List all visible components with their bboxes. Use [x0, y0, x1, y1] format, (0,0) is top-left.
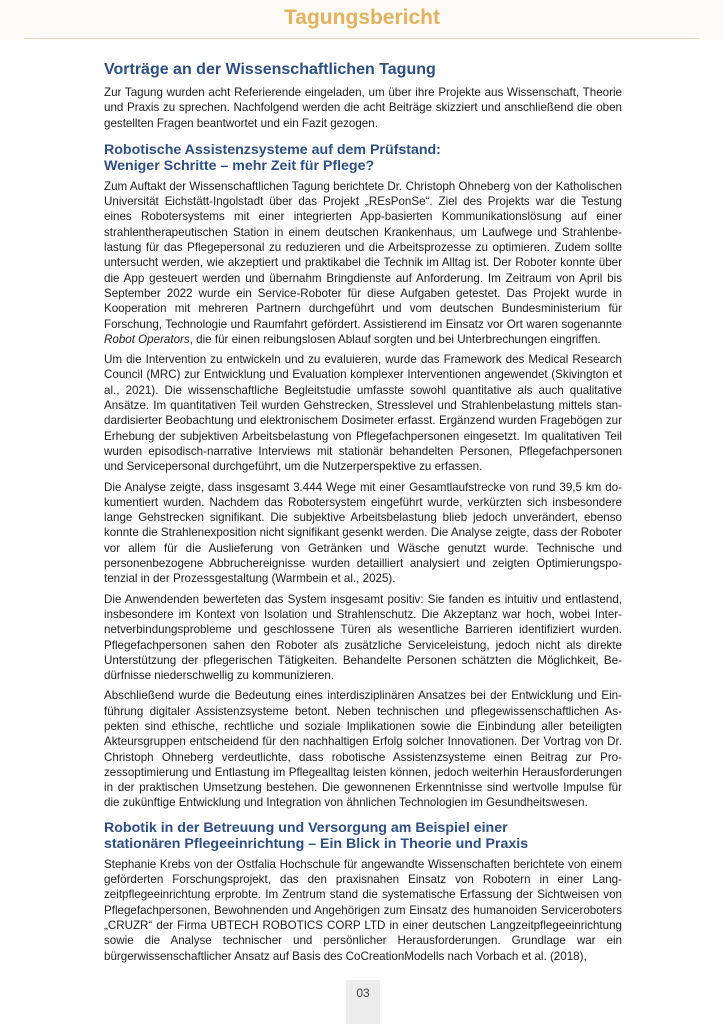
- header-divider: [24, 38, 700, 39]
- article-1-title-line-2: Weniger Schritte – mehr Zeit für Pflege?: [104, 158, 375, 175]
- article-1-paragraph-3: Die Analyse zeigte, dass insgesamt 3.444 Wege mit einer Gesamtlaufstrecke von rund 39,5 km dokumentiert wurden. Nachdem das Robotersystem eingeführt wurde, verkürzten sich insbesondere lange Gehstrecken signifikant. Die subjektive Arbeitsbelastung blieb jedoch unverändert, ebenso konnte die Strahlenexposition nicht signifikant gesenkt werden. Die Analyse zeigte, dass der Roboter vor allem für die Auslieferung von Getränken und Wäsche genutzt wurde. Technische und personenbezogene Abbruchereignisse wurden detailliert analysiert und zeigten Optimierungspotenzial in der Prozessgestaltung (Warmbein et al., 2025).: [104, 480, 622, 586]
- page-number: 03: [356, 986, 370, 1000]
- article-1-paragraph-5: Abschließend wurde die Bedeutung eines interdisziplinären Ansatzes bei der Entwicklung und Einführung digitaler Assistenzsysteme betont. Neben technischen und pflegewissenschaftlichen Aspekten sind ethische, rechtliche und soziale Implikationen sowie die Einbindung aller beteiligten Akteursgruppen entscheidend für den nachhaltigen Erfolg solcher Innovationen. Der Vortrag von Dr. Christoph Ohneberg verdeutlichte, dass robotische Assistenzsysteme einen Beitrag zur Prozessoptimierung und Entlastung im Pflegealltag leisten können, jedoch weiterhin Herausforderungen in der praktischen Umsetzung bestehen. Die gewonnenen Erkenntnisse sind wertvolle Impulse für die zukünftige Entwicklung und Integration von ähnlichen Technologien im Gesundheitswesen.: [104, 689, 622, 810]
- main-content: [104, 60, 622, 969]
- article-1-paragraph-4: Die Anwendenden bewerteten das System insgesamt positiv: Sie fanden es intuitiv und entlastend, insbesondere im Kontext von Isolation und Strahlenschutz. Die Akzeptanz war hoch, wobei Internetverbindungsprobleme und geschlossene Türen als wesentliche Barrieren identifiziert wurden. Pflegefachpersonen sahen den Roboter als zusätzliche Serviceleistung, jedoch nicht als direkte Unterstützung der pflegerischen Tätigkeiten. Behandelte Personen schätzten die Möglichkeit, Bedürfnisse niederschwellig zu kommunizieren.: [104, 592, 622, 683]
- article-2-paragraph-1: Stephanie Krebs von der Ostfalia Hochschule für angewandte Wissenschaften berichtete von einem geförderten Forschungsprojekt, das den praxisnahen Einsatz von Robotern in einer Langzeitpflegeeinrichtung erprobte. Im Zentrum stand die systematische Erfassung der Sichtweisen von Pflegefachpersonen, Bewohnenden und Angehörigen zum Einsatz des humanoiden Serviceroboters „CRUZR“ der Firma UBTECH ROBOTICS CORP LTD in einer deutschen Langzeitpflegeeinrichtung sowie die Analyse technischer und persönlicher Herausforderungen. Grundlage war ein bürgerwissenschaftlicher Ansatz auf Basis des CoCreationModells nach Vorbach et al. (2018),: [104, 857, 622, 963]
- intro-paragraph: Zur Tagung wurden acht Referierende eingeladen, um über ihre Projekte aus Wissenschaft, Theorie und Praxis zu sprechen. Nachfolgend werden die acht Beiträge skizziert und anschließend die oben gestellten Fragen beantwortet und ein Fazit gezogen.: [104, 86, 622, 130]
- article-1-p1-text-end: , die für einen reibungslosen Ablauf sorgten und bei Unterbrechungen eingriffen.: [189, 332, 601, 346]
- article-2-title: [104, 820, 622, 853]
- article-2-title-line-2: stationären Pflegeeinrichtung – Ein Blick in Theorie und Praxis: [104, 836, 529, 853]
- article-1-title-line-1: Robotische Assistenzsysteme auf dem Prüfstand:: [104, 141, 441, 158]
- article-1-paragraph-1: [104, 179, 622, 347]
- article-1-p1-text: Zum Auftakt der Wissenschaftlichen Tagung berichtete Dr. Christoph Ohneberg von der Katholischen Universität Eichstätt-Ingolstadt über das Projekt „REsPonSe“. Ziel des Projekts war die Testung eines Robotersystems mit einer integrierten App-basierten Kommunikationslösung auf einer strahlentherapeutischen Station in einem deutschen Krankenhaus, um Laufwege und Strahlenbelastung für das Pflegepersonal zu reduzieren und die Arbeitsprozesse zu optimieren. Zudem sollte untersucht werden, wie akzeptiert und praktikabel die Technik im Alltag ist. Der Roboter konnte über die App gesteuert werden und übernahm Bringdienste auf Anforderung. Im Zeitraum von April bis September 2022 wurde ein Service-Roboter für diese Aufgaben getestet. Das Projekt wurde in Kooperation mit mehreren Partnern durchgeführt und vom deutschen Bundesministerium für Forschung, Technologie und Raumfahrt gefördert. Assistierend im Einsatz vor Ort waren sogenannte: [104, 179, 622, 331]
- running-header-title: Tagungsbericht: [284, 6, 440, 29]
- article-2-title-line-1: Robotik in der Betreuung und Versorgung am Beispiel einer: [104, 819, 508, 836]
- section-title: Vorträge an der Wissenschaftlichen Tagung: [104, 61, 436, 78]
- robot-operators-term: Robot Operators: [104, 332, 190, 346]
- article-1-paragraph-2: Um die Intervention zu entwickeln und zu evaluieren, wurde das Framework des Medical Research Council (MRC) zur Entwicklung und Evaluation komplexer Interventionen angewendet (Skivington et al., 2021). Die wissenschaftliche Begleitstudie umfasste sowohl quantitative als auch qualitative Ansätze. Im quantitativen Teil wurden Gehstrecken, Stresslevel und Strahlenbelastung mittels standardisierter Beobachtung und elektronischem Dosimeter erfasst. Ergänzend wurden Fragebögen zur Erhebung der subjektiven Arbeitsbelastung von Pflegefachpersonen eingesetzt. Im qualitativen Teil wurden episodisch-narrative Interviews mit stationär behandelten Personen, Pflegefachpersonen und Servicepersonal durchgeführt, um die Nutzerperspektive zu erfassen.: [104, 353, 622, 474]
- article-1-title: [104, 142, 622, 175]
